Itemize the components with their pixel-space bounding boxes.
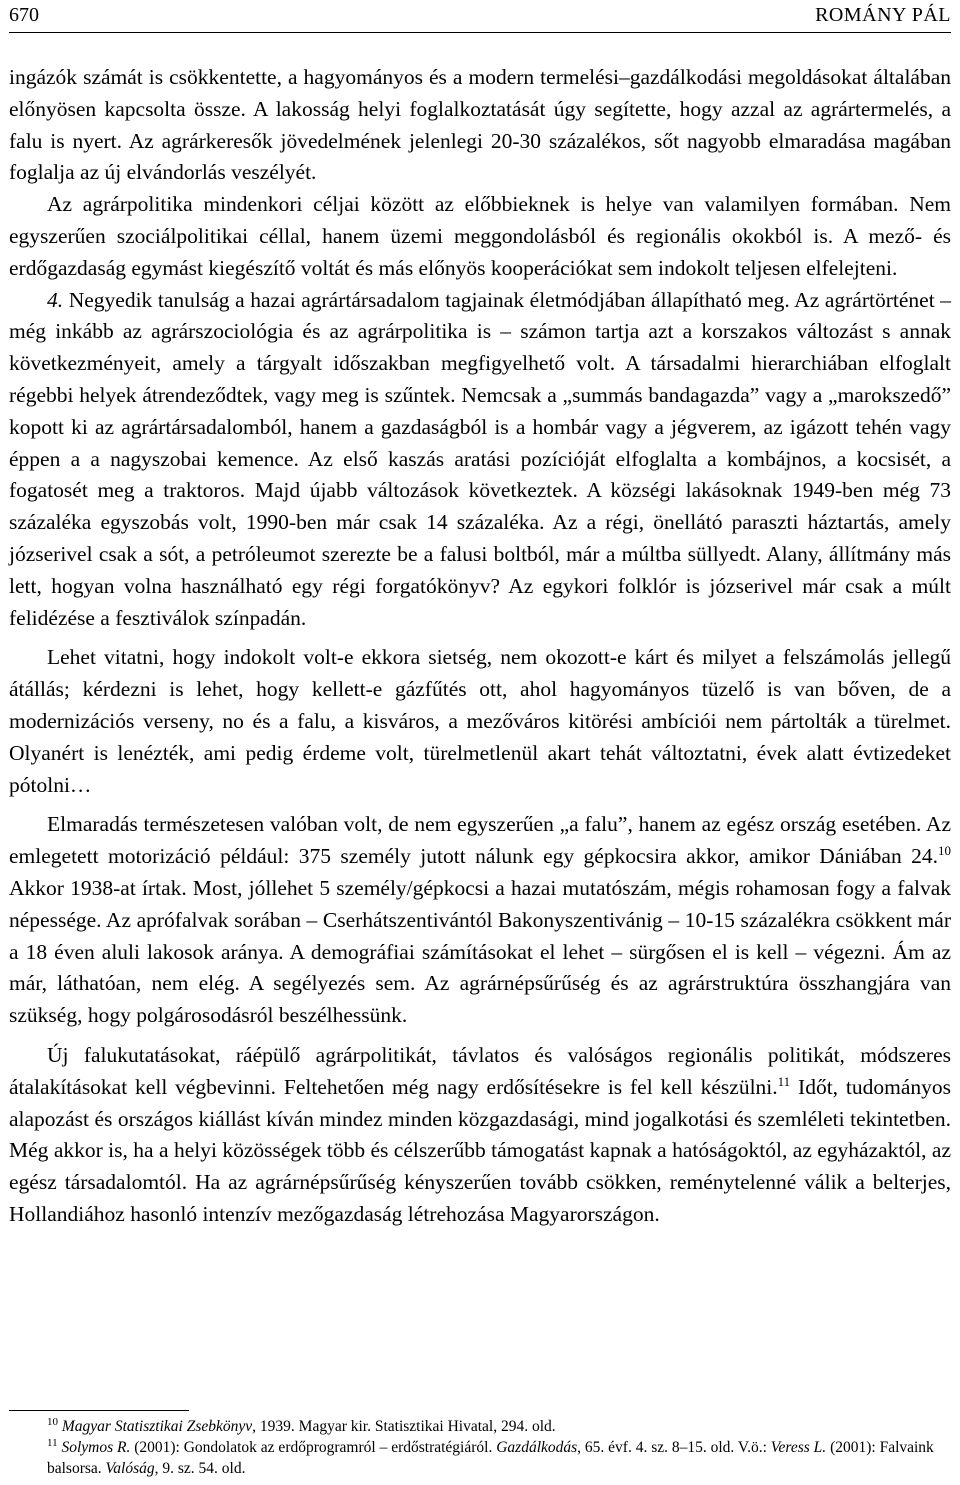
paragraph-3-text: Negyedik tanulság a hazai agrártársadalom tagjainak életmódjában állapítható meg. Az agrártörténet – még inkább az agrárszociológia és az agrárpolitika is – számon tartja azt a korszakos változást s annak következményeit, amely a tárgyalt időszakban megfigyelhető volt. A társadalmi hierarchiában elfoglalt régebbi helyek átrendeződtek, vagy meg is szűntek. Nemcsak a „summás bandagazda” vagy a „marokszedő” kopott ki az agrártársadalomból, hanem a gazdaságból is a hombár vagy a jégverem, az igázott tehén vagy éppen a a nagyszobai kemence. Az első kaszás aratási pozícióját elfoglalta a kombájnos, a kocsisét, a fogatosét meg a traktoros. Majd újabb változások következtek. A községi lakásoknak 1949-ben még 73 százaléka egyszobás volt, 1990-ben már csak 14 százaléka. Az a régi, önellátó paraszti háztartás, amely józserivel csak a sót, a petróleumot szerezte be a falusi boltból, már a múltba süllyedt. Alany, állítmány más lett, hogyan volna használható egy régi forgatókönyv? Az egykori folklór is józserivel már csak a múlt felidézése a fesztiválok színpadán.	[9, 287, 952, 630]
paragraph-5	[9, 809, 951, 1032]
section-number: 4.	[47, 287, 64, 312]
paragraph-2: Az agrárpolitika mindenkori céljai között az előbbieknek is helye van valamilyen formában. Nem egyszerűen szociálpolitikai céllal, hanem üzemi meggondolásból és regionális okokból is. A mező- és erdőgazdaság egymást kiegészítő voltát és más előnyös kooperációkat sem indokolt teljesen elfelejteni.	[9, 192, 951, 280]
footnote-10-number: 10	[47, 1416, 58, 1428]
paragraph-1: ingázók számát is csökkentette, a hagyományos és a modern termelési–gazdálkodási megoldásokat általában előnyösen kapcsolta össze. A lakosság helyi foglalkoztatását úgy segítette, hogy azzal az agrártermelés, a falu is nyert. Az agrárkeresők jövedelmének jelenlegi 20-30 százalékos, sőt nagyobb elmaradása magában foglalja az új elvándorlás veszélyét.	[9, 65, 951, 185]
main-text	[9, 62, 951, 1231]
page-header	[9, 0, 951, 33]
footnote-11-author-2: Veress L.	[770, 1439, 827, 1456]
footnotes	[9, 1416, 951, 1479]
footnote-11	[9, 1437, 951, 1479]
footnote-11-text-d: , 9. sz. 54. old.	[154, 1460, 246, 1477]
paragraph-6	[9, 1040, 951, 1231]
running-head: ROMÁNY PÁL	[815, 4, 951, 26]
footnote-11-number: 11	[47, 1437, 58, 1449]
footnote-11-text-b: , 65. évf. 4. sz. 8–15. old. V.ö.:	[577, 1439, 771, 1456]
paragraph-5-text-a: Elmaradás természetesen valóban volt, de nem egyszerűen „a falu”, hanem az egész ország esetében. Az emlegetett motorizáció például: 375 személy jutott nálunk egy gépkocsira akkor, amikor Dániában 24.	[9, 812, 951, 869]
footnote-ref-11: 11	[777, 1073, 791, 1089]
footnote-11-journal-1: Gazdálkodás	[496, 1439, 578, 1456]
footnote-10-title: Magyar Statisztikai Zsebkönyv	[61, 1418, 253, 1435]
paragraph-6-text-b: Időt, tudományos alapozást és országos kiállást kíván mindez minden közgazdasági, mind jogalkotási és szemléleti tekintetben. Még akkor is, ha a helyi közösségek több és célszerűbb támogatást kapnak a hatóságoktól, az egyházaktól, az egész társadalomtól. Ha az agrárnépsűrűség kényszerűen tovább csökken, reménytelenné válik a belterjes, Hollandiához hasonló intenzív mezőgazdaság létrehozása Magyarországon.	[9, 1074, 951, 1226]
footnote-divider	[9, 1410, 189, 1411]
paragraph-5-text-b: Akkor 1938-at írtak. Most, jóllehet 5 személy/gépkocsi a hazai mutatószám, mégis rohamosan fogy a falvak népessége. Az aprófalvak sorában – Cserhátszentivántól Bakonyszentivánig – 10-15 százalékra csökkent már a 18 éven aluli lakosok aránya. A demográfiai számításokat el lehet – sürgősen el is kell – végezni. Ám az már, láthatóan, nem elég. A segélyezés sem. Az agrárnépsűrűség és az agrárstruktúra összhangjára van szükség, hogy polgárosodásról beszélhessünk.	[9, 875, 951, 1028]
page-number: 670	[9, 4, 39, 26]
paragraph-6-text-a: Új falukutatásokat, ráépülő agrárpolitikát, távlatos és valóságos regionális politikát, módszeres átalakításokat kell végbevinni. Feltehetően még nagy erdősítésekre is fel kell készülni.	[9, 1042, 951, 1099]
footnote-11-journal-2: Valóság	[105, 1460, 155, 1477]
footnote-ref-10: 10	[938, 843, 951, 859]
footnote-10	[9, 1416, 951, 1437]
footnote-11-author: Solymos R.	[61, 1439, 131, 1456]
footnote-11-text-c: (2001): Falvaink balsorsa.	[47, 1439, 934, 1477]
paragraph-4: Lehet vitatni, hogy indokolt volt-e ekkora sietség, nem okozott-e kárt és milyet a felszámolás jellegű átállás; kérdezni is lehet, hogy kellett-e gázfűtés ott, ahol hagyományos tüzelő is van bőven, de a modernizációs verseny, no és a falu, a kisváros, a mezőváros kitörési ambíciói nem pártolták a türelmet. Olyanért is lenézték, ami pedig érdeme volt, türelmetlenül akart tehát változtatni, évek alatt évtizedeket pótolni…	[9, 645, 951, 797]
footnote-10-text: , 1939. Magyar kir. Statisztikai Hivatal, 294. old.	[252, 1418, 556, 1435]
footnote-11-text-a: (2001): Gondolatok az erdőprogramról – erdőstratégiáról.	[130, 1439, 497, 1456]
paragraph-3	[9, 285, 951, 635]
